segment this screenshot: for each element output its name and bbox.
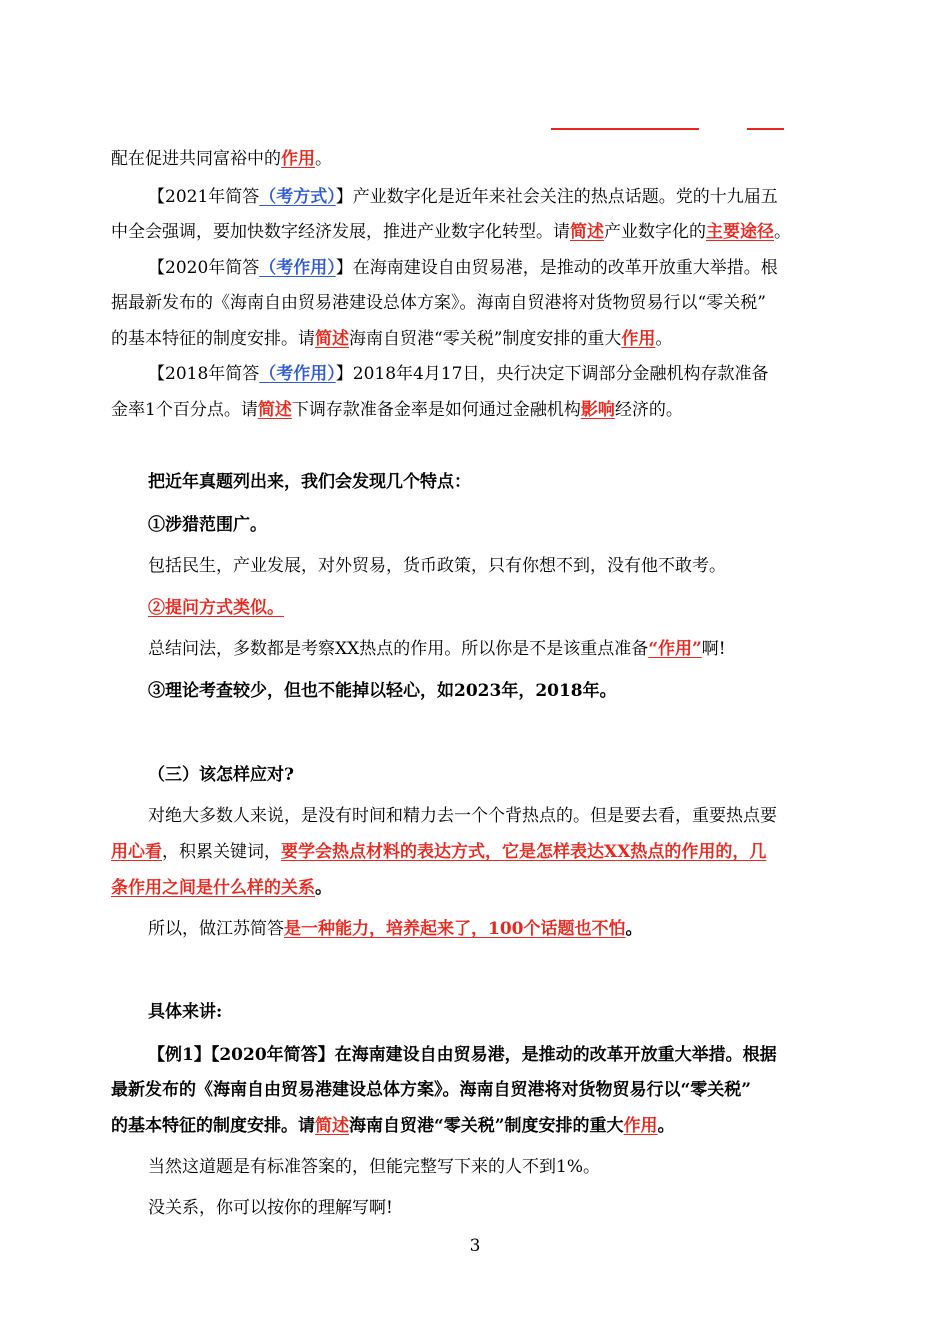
specific-s2: 没关系，你可以按你的理解写啊! [148, 1198, 393, 1218]
section-3-p1: 对绝大多数人来说，是没有时间和精力去一个个背热点的。但是要去看，重要热点要 [148, 806, 777, 826]
feature-1-desc: 包括民生，产业发展，对外贸易，货币政策，只有你想不到，没有他不敢考。 [148, 556, 726, 576]
specific-s1: 当然这道题是有标准答案的，但能完整写下来的人不到1%。 [148, 1157, 600, 1177]
red-rule-right [747, 128, 784, 130]
q2018-line-2: 金率1个百分点。请简述下调存款准备金率是如何通过金融机构影响经济的。 [111, 400, 683, 420]
section-3-title: （三）该怎样应对? [148, 765, 294, 785]
example-1-line-1: 【例1】【2020年简答】在海南建设自由贸易港，是推动的改革开放重大举措。根据 [148, 1045, 777, 1065]
feature-1: ①涉猎范围广。 [148, 515, 267, 535]
feature-3: ③理论考查较少，但也不能掉以轻心，如2023年，2018年。 [148, 681, 617, 701]
line-1: 配在促进共同富裕中的作用。 [111, 149, 332, 169]
q2021-line-2: 中全会强调，要加快数字经济发展，推进产业数字化转型。请简述产业数字化的主要途径。 [111, 222, 791, 242]
example-1-line-2: 最新发布的《海南自由贸易港建设总体方案》。海南自贸港将对货物贸易行以“零关税” [111, 1080, 752, 1100]
section-3-p3: 条作用之间是什么样的关系。 [111, 878, 332, 898]
feature-2: ②提问方式类似。 [148, 598, 284, 618]
q2018-line-1: 【2018年简答（考作用）】2018年4月17日，央行决定下调部分金融机构存款准备 [148, 364, 769, 384]
specific-title: 具体来讲: [148, 1002, 223, 1022]
section-3-p2: 用心看，积累关键词，要学会热点材料的表达方式，它是怎样表达XX热点的作用的，几 [111, 842, 767, 862]
q2020-line-1: 【2020年简答（考作用）】在海南建设自由贸易港，是推动的改革开放重大举措。根 [148, 258, 778, 278]
page-number: 3 [469, 1236, 481, 1256]
red-rule-left [551, 128, 699, 130]
example-1-line-3: 的基本特征的制度安排。请简述海南自贸港“零关税”制度安排的重大作用。 [111, 1116, 675, 1136]
q2020-line-3: 的基本特征的制度安排。请简述海南自贸港“零关税”制度安排的重大作用。 [111, 329, 673, 349]
section-3-p4: 所以，做江苏简答是一种能力，培养起来了，100个话题也不怕。 [148, 919, 643, 939]
q2021-line-1: 【2021年简答（考方式）】产业数字化是近年来社会关注的热点话题。党的十九届五 [148, 187, 778, 207]
q2020-line-2: 据最新发布的《海南自由贸易港建设总体方案》。海南自贸港将对货物贸易行以“零关税” [111, 293, 766, 313]
feature-2-desc: 总结问法，多数都是考察XX热点的作用。所以你是不是该重点准备“作用”啊! [148, 639, 726, 659]
features-intro: 把近年真题列出来，我们会发现几个特点： [148, 472, 471, 492]
